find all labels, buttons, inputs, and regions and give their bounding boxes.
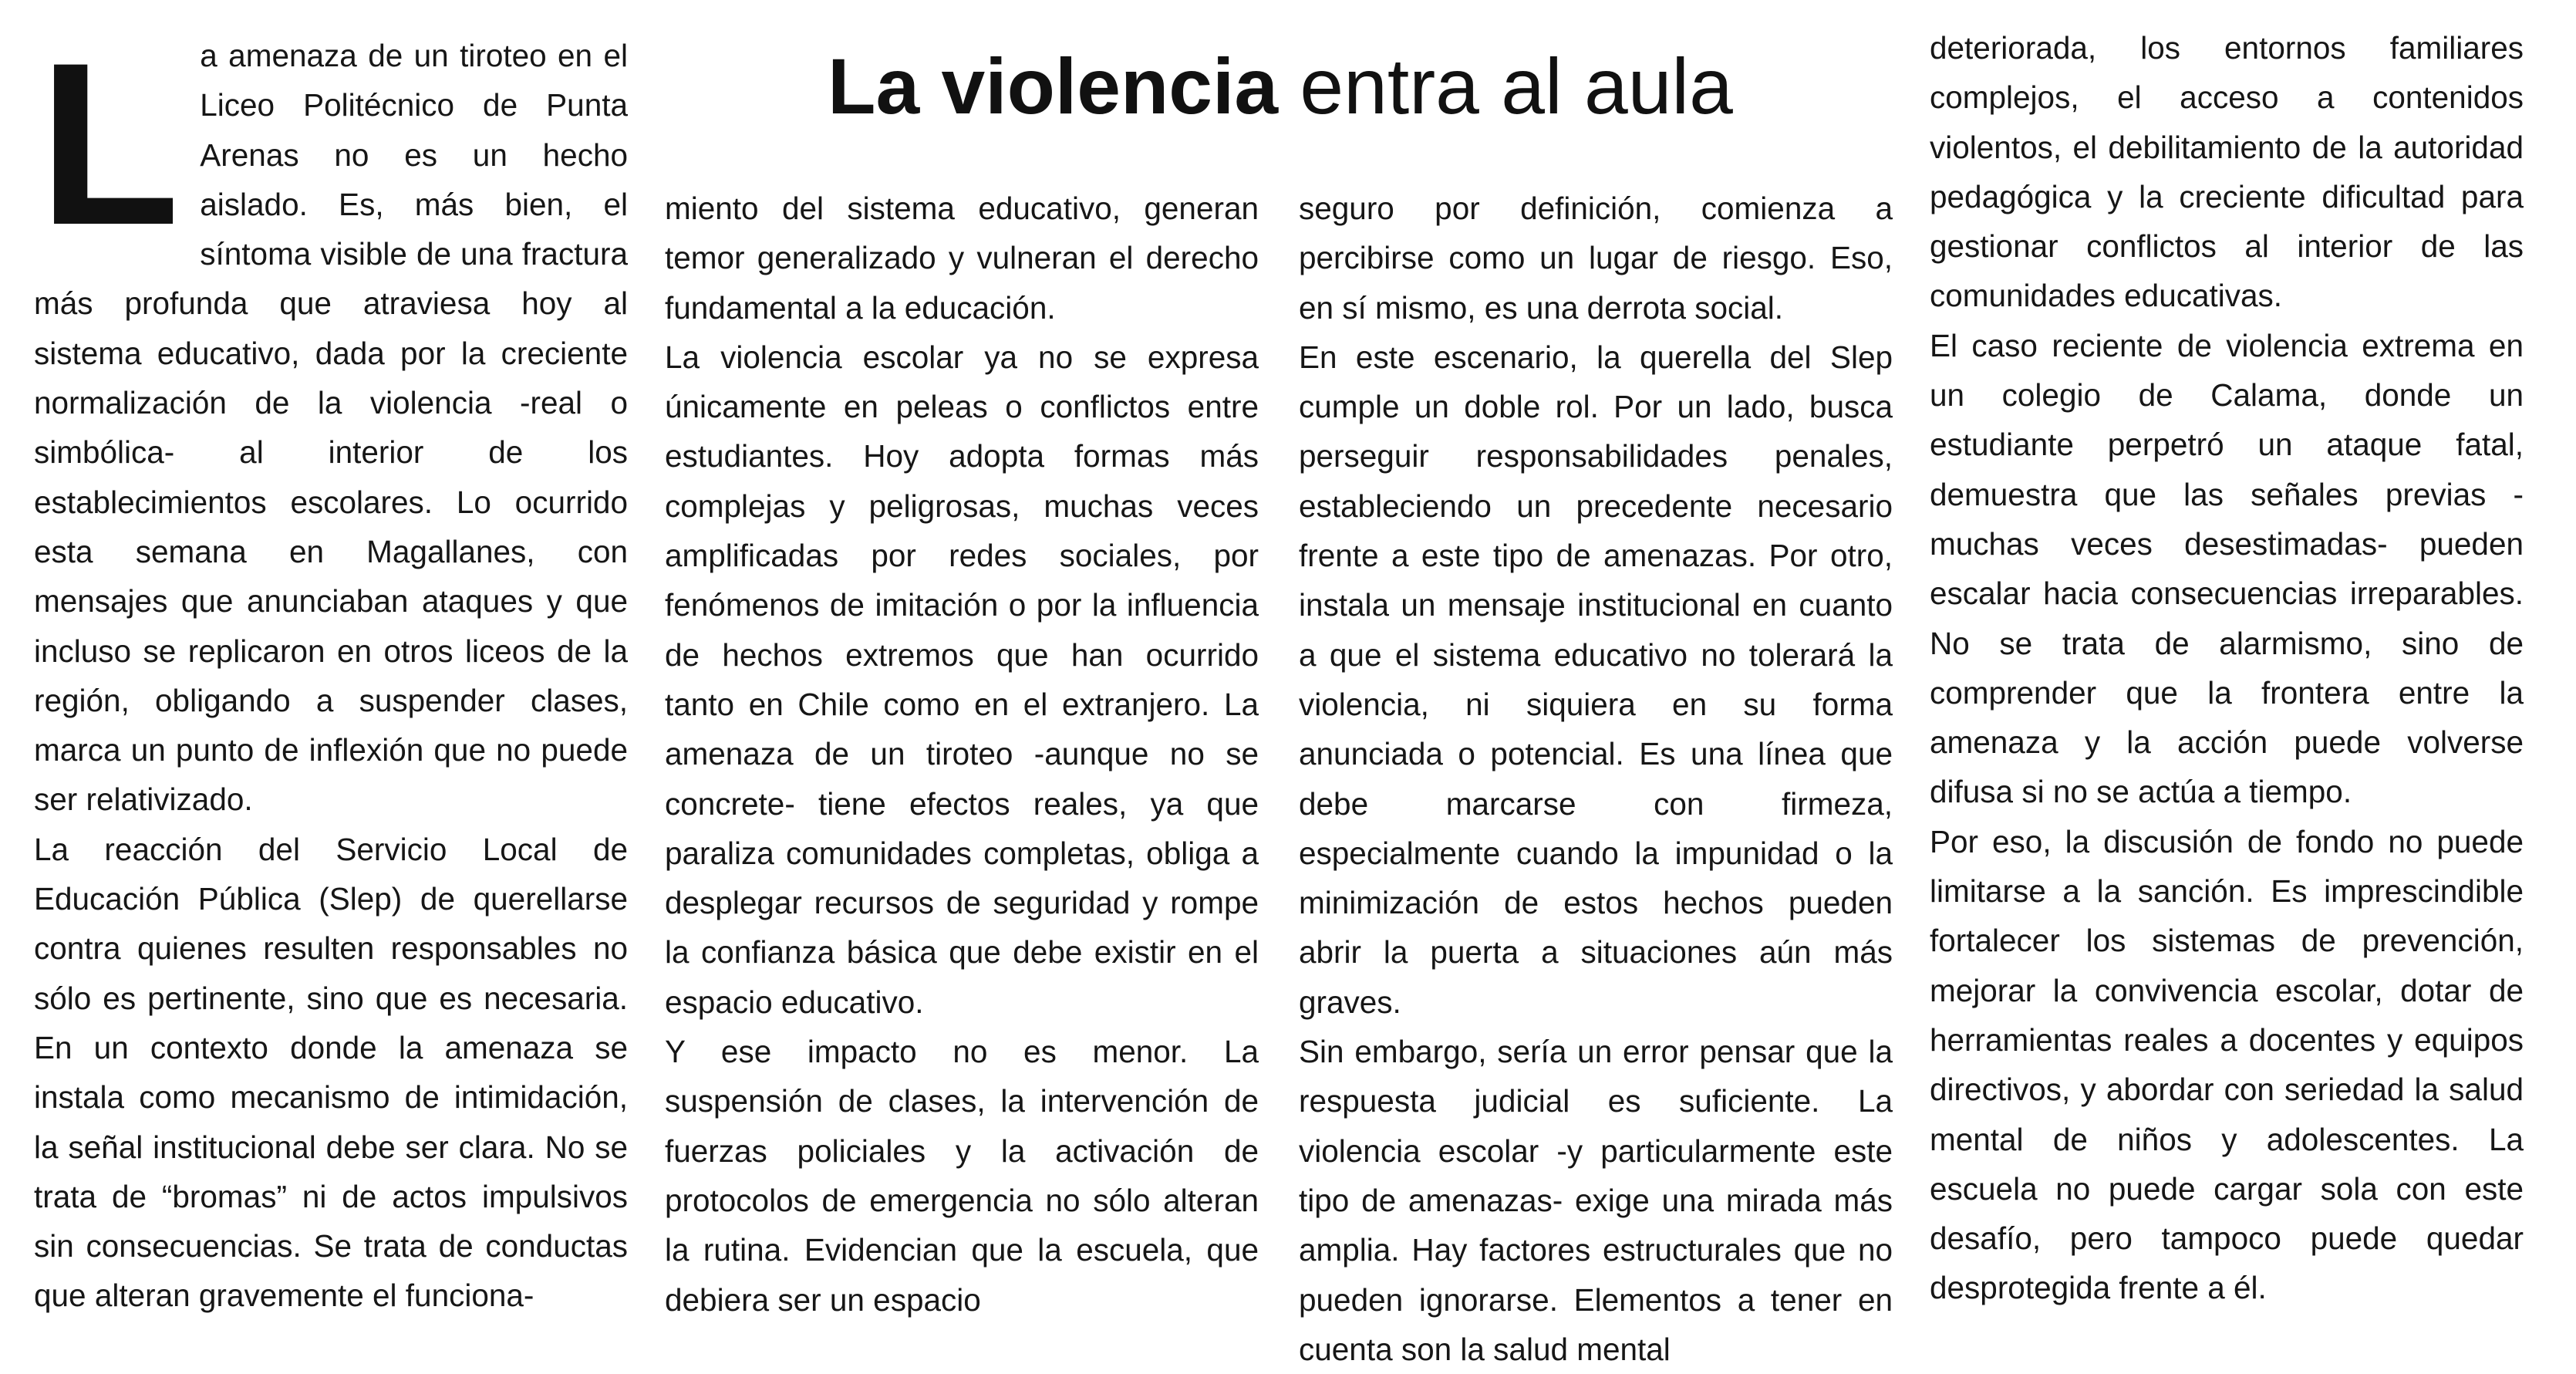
- paragraph: El caso reciente de violencia extrema en un colegio de Calama, donde un estudiante perpetró un ataque fatal, demuestra que las señales previas -muchas veces desestimadas- pueden escalar hacia consecuencias irreparables. No se trata de alarmismo, sino de comprender que la frontera entre la amenaza y la acción puede volverse difusa si no se actúa a tiempo.: [1930, 327, 2524, 810]
- drop-cap: L: [39, 14, 180, 273]
- paragraph: miento del sistema educativo, generan temor generalizado y vulneran el derecho fundamental a la educación.: [665, 191, 1259, 326]
- paragraph: Sin embargo, sería un error pensar que la respuesta judicial es suficiente. La violencia escolar -y particularmente este tipo de amenazas- exige una mirada más amplia. Hay factores estructurales que no pueden ignorarse. Elementos a tener en cuenta son la salud mental: [1299, 1034, 1893, 1367]
- paragraph: deteriorada, los entornos familiares complejos, el acceso a contenidos violentos, el debilitamiento de la autoridad pedagógica y la creciente dificultad para gestionar conflictos al interior de las comunidades educativas.: [1930, 30, 2524, 314]
- paragraph: Y ese impacto no es menor. La suspensión de clases, la intervención de fuerzas policiales y la activación de protocolos de emergencia no sólo alteran la rutina. Evidencian que la escuela, que debiera ser un espacio: [665, 1034, 1259, 1318]
- paragraph: a amenaza de un tiroteo en el Liceo Politécnico de Punta Arenas no es un hecho aislado. Es, más bien, el síntoma visible de una fractura más profunda que atraviesa hoy al sistema educativo, dada por la creciente normalización de la violencia -real o simbólica- al interior de los establecimientos escolares. Lo ocurrido esta semana en Magallanes, con mensajes que anunciaban ataques y que incluso se replicaron en otros liceos de la región, obligando a suspender clases, marca un punto de inflexión que no puede ser relativizado.: [34, 38, 628, 818]
- column-4: [1930, 23, 2524, 1313]
- column-3: [1299, 184, 1893, 1374]
- paragraph: La violencia escolar ya no se expresa únicamente en peleas o conflictos entre estudiantes. Hoy adopta formas más complejas y peligrosas, muchas veces amplificadas por redes sociales, por fenómenos de imitación o por la influencia de hechos extremos que han ocurrido tanto en Chile como en el extranjero. La amenaza de un tiroteo -aunque no se concrete- tiene efectos reales, ya que paraliza comunidades completas, obliga a desplegar recursos de seguridad y rompe la confianza básica que debe existir en el espacio educativo.: [665, 339, 1259, 1020]
- title-bold-part: La violencia: [828, 42, 1279, 130]
- paragraph: En este escenario, la querella del Slep cumple un doble rol. Por un lado, busca perseguir responsabilidades penales, estableciendo un precedente necesario frente a este tipo de amenazas. Por otro, instala un mensaje institucional en cuanto a que el sistema educativo no tolerará la violencia, ni siquiera en su forma anunciada o potencial. Es una línea que debe marcarse con firmeza, especialmente cuando la impunidad o la minimización de estos hechos pueden abrir la puerta a situaciones aún más graves.: [1299, 339, 1893, 1020]
- title-light-part: entra al aula: [1278, 42, 1733, 130]
- article-title: [663, 40, 1897, 133]
- paragraph: La reacción del Servicio Local de Educación Pública (Slep) de querellarse contra quienes resulten responsables no sólo es pertinente, sino que es necesaria. En un contexto donde la amenaza se instala como mecanismo de intimidación, la señal institucional debe ser clara. No se trata de “bromas” ni de actos impulsivos sin consecuencias. Se trata de conductas que alteran gravemente el funciona-: [34, 831, 628, 1314]
- paragraph: seguro por definición, comienza a percibirse como un lugar de riesgo. Eso, en sí mismo, es una derrota social.: [1299, 191, 1893, 326]
- column-1: [34, 14, 628, 1321]
- paragraph: Por eso, la discusión de fondo no puede limitarse a la sanción. Es imprescindible fortalecer los sistemas de prevención, mejorar la convivencia escolar, dotar de herramientas reales a docentes y equipos directivos, y abordar con seriedad la salud mental de niños y adolescentes. La escuela no puede cargar sola con este desafío, pero tampoco puede quedar desprotegida frente a él.: [1930, 823, 2524, 1306]
- column-2: [665, 184, 1259, 1325]
